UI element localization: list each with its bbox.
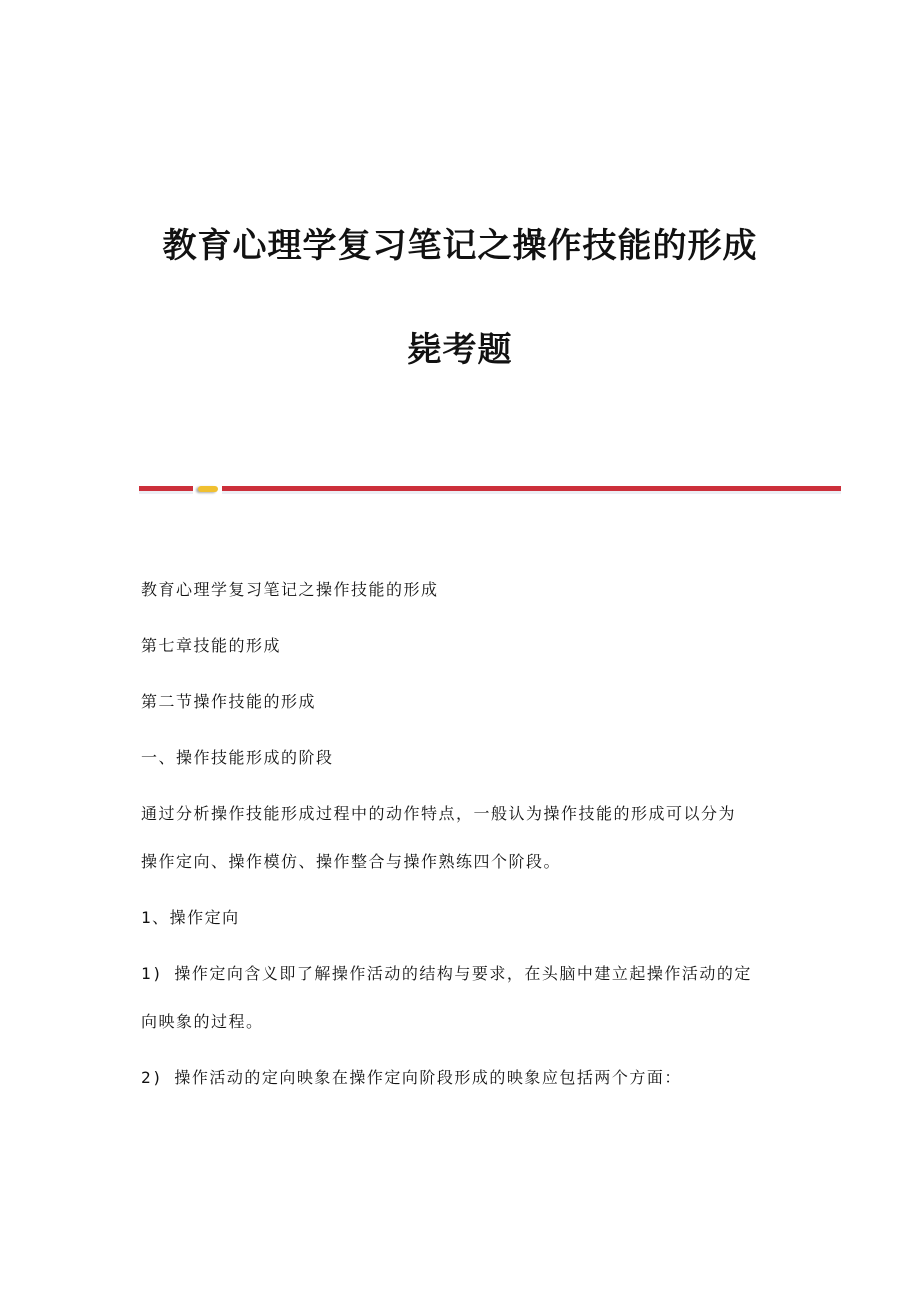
document-title-line-1: 教育心理学复习笔记之操作技能的形成 [162, 226, 758, 266]
paragraph: 1) 操作定向含义即了解操作活动的结构与要求，在头脑中建立起操作活动的定 [141, 964, 752, 983]
paragraph: 向映象的过程。 [141, 1012, 264, 1031]
divider-shadow-left [139, 491, 193, 494]
paragraph: 操作定向、操作模仿、操作整合与操作熟练四个阶段。 [141, 852, 562, 871]
document-title-line-2: 毙考题 [407, 330, 513, 370]
paragraph: 2) 操作活动的定向映象在操作定向阶段形成的映象应包括两个方面： [141, 1068, 682, 1087]
divider-shadow-right [222, 491, 841, 494]
paragraph: 教育心理学复习笔记之操作技能的形成 [141, 580, 439, 599]
pen-icon [198, 486, 218, 492]
subsection-heading: 1、操作定向 [141, 908, 240, 927]
section-heading: 第二节操作技能的形成 [141, 692, 317, 711]
subsection-heading: 一、操作技能形成的阶段 [141, 748, 334, 767]
chapter-heading: 第七章技能的形成 [141, 636, 282, 655]
paragraph: 通过分析操作技能形成过程中的动作特点，一般认为操作技能的形成可以分为 [141, 804, 737, 823]
